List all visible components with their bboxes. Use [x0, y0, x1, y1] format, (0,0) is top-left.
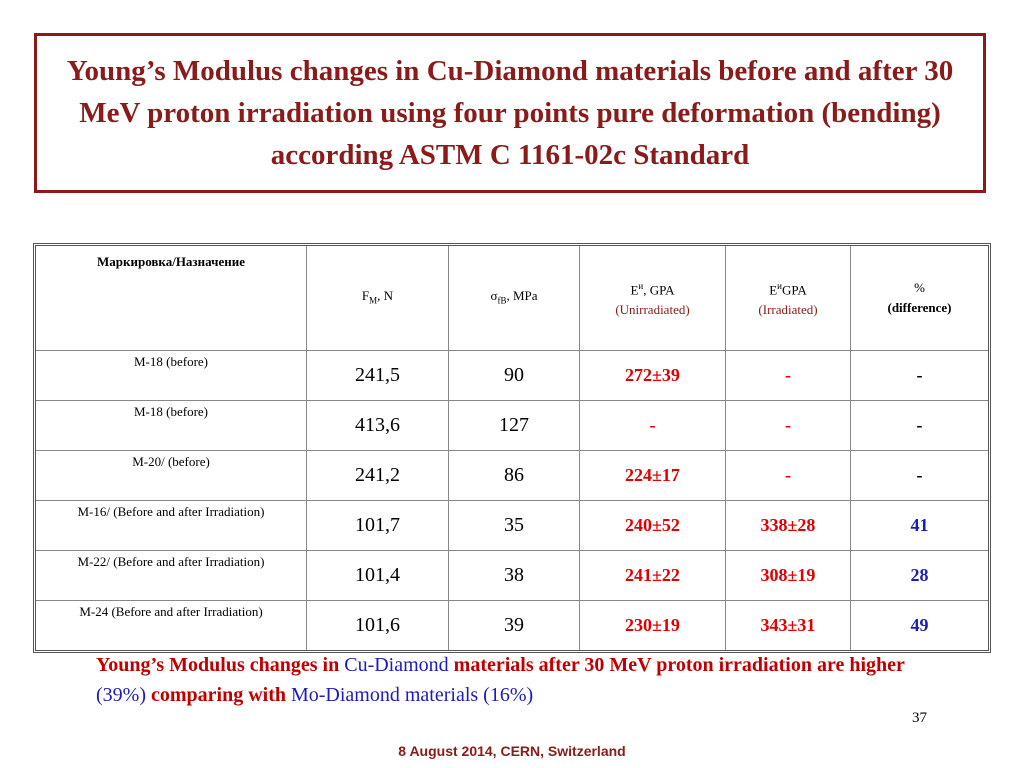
row-sigma: 38 — [449, 551, 580, 601]
header-label-text: Маркировка/Назначение — [97, 254, 245, 269]
row-difference: - — [851, 401, 988, 451]
table-row — [36, 351, 988, 401]
header-sigma-unit: , MPa — [506, 287, 538, 303]
row-e-irradiated: 343±31 — [726, 601, 851, 650]
row-e-irradiated: - — [726, 351, 851, 401]
header-e1-sup: и — [638, 280, 644, 291]
table-row — [36, 401, 988, 451]
conclusion-note — [96, 650, 926, 710]
header-e-unirradiated — [580, 246, 726, 351]
header-pct-main: % — [914, 280, 925, 295]
row-label: M-24 (Before and after Irradiation) — [36, 601, 307, 650]
header-sigma-main: σ — [490, 287, 498, 303]
row-e-irradiated: - — [726, 401, 851, 451]
table-row — [36, 601, 988, 650]
row-e-unirradiated: 272±39 — [580, 351, 726, 401]
row-label: M-20/ (before) — [36, 451, 307, 501]
row-sigma: 39 — [449, 601, 580, 650]
note-part-1: Young’s Modulus changes in — [96, 654, 345, 676]
row-sigma: 90 — [449, 351, 580, 401]
row-e-unirradiated: 240±52 — [580, 501, 726, 551]
table-row — [36, 501, 988, 551]
row-e-unirradiated: - — [580, 401, 726, 451]
header-sigma — [449, 246, 580, 351]
row-e-unirradiated: 241±22 — [580, 551, 726, 601]
row-difference: 28 — [851, 551, 988, 601]
header-force-unit: , N — [377, 287, 394, 303]
table-row — [36, 551, 988, 601]
row-e-irradiated: - — [726, 451, 851, 501]
row-sigma: 86 — [449, 451, 580, 501]
row-difference: - — [851, 451, 988, 501]
row-difference: 41 — [851, 501, 988, 551]
row-force: 413,6 — [307, 401, 449, 451]
note-part-3: materials after 30 MeV proton irradiation are higher — [448, 654, 905, 676]
row-difference: - — [851, 351, 988, 401]
title-box — [34, 33, 986, 193]
header-pct-note: (difference) — [887, 300, 952, 315]
header-label — [36, 246, 307, 351]
slide-number: 37 — [912, 710, 927, 726]
header-e2-sup: и — [777, 280, 782, 291]
row-force: 101,6 — [307, 601, 449, 650]
note-part-2: Cu-Diamond — [344, 654, 449, 676]
row-e-unirradiated: 224±17 — [580, 451, 726, 501]
row-e-unirradiated: 230±19 — [580, 601, 726, 650]
header-e1-unit: , GPA — [643, 282, 675, 298]
note-part-4: (39%) — [96, 684, 146, 706]
table-header-row — [36, 246, 988, 351]
slide-title: Young’s Modulus changes in Cu-Diamond materials before and after 30 MeV proton irradiation using four points pure deformation (bending) according ASTM C 1161-02c Standard — [66, 55, 954, 171]
row-label: M-16/ (Before and after Irradiation) — [36, 501, 307, 551]
note-part-6: Mo-Diamond materials (16%) — [290, 684, 534, 706]
row-label: M-22/ (Before and after Irradiation) — [36, 551, 307, 601]
header-e1-main: E — [630, 282, 639, 298]
row-difference: 49 — [910, 615, 929, 635]
note-part-5: comparing with — [145, 684, 291, 706]
header-force — [307, 246, 449, 351]
table-row — [36, 451, 988, 501]
row-label: M-18 (before) — [36, 351, 307, 401]
header-sigma-sub: fB — [497, 295, 507, 306]
footer-text: 8 August 2014, CERN, Switzerland — [398, 743, 626, 759]
results-table — [33, 243, 991, 653]
row-e-irradiated: 308±19 — [726, 551, 851, 601]
row-force: 241,2 — [307, 451, 449, 501]
header-e2-note: (Irradiated) — [758, 302, 818, 318]
row-force: 101,7 — [307, 501, 449, 551]
row-force: 101,4 — [307, 551, 449, 601]
row-e-irradiated: 338±28 — [726, 501, 851, 551]
row-sigma: 35 — [449, 501, 580, 551]
row-label: M-18 (before) — [36, 401, 307, 451]
row-sigma: 127 — [449, 401, 580, 451]
header-force-main: F — [361, 287, 370, 303]
header-e1-note: (Unirradiated) — [615, 302, 690, 318]
header-e2-main: E — [769, 282, 778, 298]
row-force: 241,5 — [307, 351, 449, 401]
header-e-irradiated — [726, 246, 851, 351]
header-e2-unit: GPA — [781, 282, 807, 298]
header-force-sub: M — [369, 295, 378, 306]
header-difference — [851, 246, 988, 351]
